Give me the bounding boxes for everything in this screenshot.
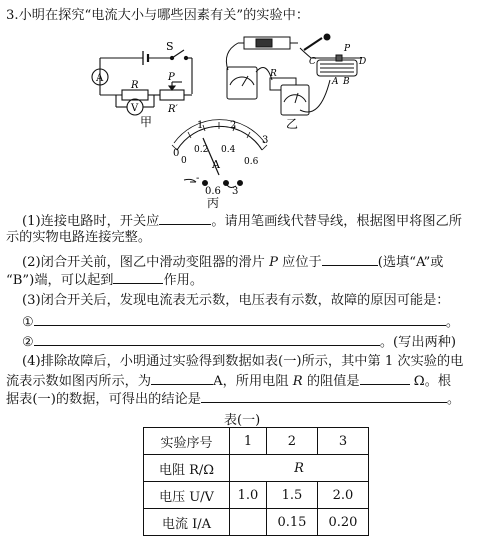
- dial-upper-2: 2: [230, 120, 237, 131]
- part-1-text-a: (1)连接电路时，开关应: [22, 214, 160, 229]
- part-1-line-2: [6, 229, 151, 246]
- ammeter-dial-bing: [172, 120, 267, 188]
- terminal-0.6: 0.6: [205, 186, 221, 197]
- yi-label-A: A: [332, 77, 339, 87]
- dial-lower-0.2: 0.2: [194, 145, 209, 155]
- part-2-text-b: 应位于: [277, 255, 322, 270]
- part-4-text-d: 的阻值是: [302, 374, 360, 389]
- part-1-text-b: 。请用笔画线代替导线，根据图甲将图乙所: [211, 214, 462, 229]
- dial-lower-0: 0: [181, 156, 187, 166]
- part-4-text-c: A，所用电阻: [213, 374, 293, 389]
- label-voltmeter-V: V: [131, 103, 139, 114]
- header-cell-3: 3: [317, 428, 368, 455]
- header-cell-2: 2: [266, 428, 317, 455]
- table-row-resistance: [144, 455, 369, 482]
- figure-area: [0, 0, 486, 210]
- part-4-line-1: [22, 353, 463, 370]
- answer-marker-2: ②: [22, 335, 34, 350]
- label-resistor-R: R: [131, 80, 139, 91]
- part-3-answer-2-row: [22, 332, 456, 351]
- part-2-text-a: (2)闭合开关前，图乙中滑动变阻器的滑片: [22, 255, 270, 270]
- table-row-voltage: [144, 482, 369, 509]
- table-header-row: [144, 428, 369, 455]
- dial-unit-A: A: [212, 158, 220, 171]
- part-2-text-d: “B”)端，可以起到: [6, 273, 114, 288]
- terminal-3: 3: [232, 186, 239, 197]
- label-slider-P: P: [168, 72, 175, 83]
- part-4-text-f: 据表(一)的数据，可得出的结论是: [6, 392, 201, 407]
- caption-jia: 甲: [140, 115, 153, 129]
- answer-blank-2[interactable]: [322, 252, 378, 266]
- answer-blank-7[interactable]: [360, 371, 410, 385]
- voltage-cell-2: 1.5: [266, 482, 317, 509]
- yi-label-R: R: [270, 69, 277, 79]
- answer-blank-8[interactable]: [201, 389, 447, 403]
- yi-label-D: D: [359, 57, 367, 67]
- dial-upper-0: 0: [173, 148, 180, 159]
- table-row-current: [144, 509, 369, 536]
- question-text: 小明在探究“电流大小与哪些因素有关”的实验中：: [18, 8, 310, 23]
- dial-upper-1: 1: [197, 120, 204, 131]
- part-3-note: 。(写出两种): [379, 335, 457, 350]
- voltage-cell-1: 1.0: [230, 482, 267, 509]
- part-3-line-1: [22, 292, 450, 309]
- table-caption: 表(一): [224, 413, 261, 428]
- dial-lower-0.6: 0.6: [244, 157, 259, 167]
- dial-lower-0.4: 0.4: [221, 145, 236, 155]
- header-cell-label: 实验序号: [144, 428, 230, 455]
- voltage-cell-3: 2.0: [317, 482, 368, 509]
- part-2-text-e: 作用。: [163, 273, 204, 288]
- part-2-line-1: [22, 252, 443, 271]
- part-2-line-2: [6, 270, 203, 289]
- part-1-line-1: [22, 211, 462, 230]
- question-number: 3.: [6, 8, 19, 23]
- part-1-text-c: 示的实物电路连接完整。: [6, 230, 152, 245]
- answer-blank-6[interactable]: [151, 371, 213, 385]
- part-3-text-a: (3)闭合开关后，发现电流表无示数，电压表有示数，故障的原因可能是：: [22, 293, 450, 308]
- answer-blank-1[interactable]: [159, 211, 211, 225]
- resistance-merged-cell: R: [230, 455, 369, 482]
- row-label-voltage: 电压 U/V: [144, 482, 230, 509]
- part-4-text-b: 流表示数如图丙所示，为: [6, 374, 152, 389]
- terminal-minus: -: [196, 173, 200, 184]
- part-4-symbol-R: R: [292, 374, 303, 389]
- current-cell-3: 0.20: [317, 509, 368, 536]
- caption-bing: 丙: [207, 196, 220, 210]
- part-4-line-3: [6, 389, 460, 408]
- part-2-symbol-P: P: [269, 255, 278, 270]
- period-2: 。: [446, 392, 461, 407]
- circuit-photo-yi: [226, 34, 362, 115]
- answer-marker-1: ①: [22, 315, 34, 330]
- part-4-text-e: Ω。根: [409, 374, 452, 389]
- part-4-text-a: (4)排除故障后，小明通过实验得到数据如表(一)所示，其中第 1 次实验的电: [22, 354, 464, 369]
- label-switch-S: S: [166, 40, 174, 53]
- part-3-answer-1-row: [22, 312, 459, 331]
- row-label-resistance: 电阻 R/Ω: [144, 455, 230, 482]
- yi-label-C: C: [309, 57, 316, 67]
- period-1: 。: [445, 315, 460, 330]
- current-cell-1[interactable]: [230, 509, 267, 536]
- answer-blank-4[interactable]: [34, 312, 446, 326]
- dial-upper-3: 3: [262, 135, 269, 146]
- label-ammeter-A: A: [96, 73, 104, 84]
- header-cell-1: 1: [230, 428, 267, 455]
- answer-blank-3[interactable]: [113, 270, 163, 284]
- row-label-current: 电流 I/A: [144, 509, 230, 536]
- yi-label-P: P: [344, 44, 351, 54]
- part-4-line-2: [6, 371, 451, 390]
- data-table: [143, 427, 369, 536]
- caption-yi: 乙: [286, 117, 299, 131]
- part-2-text-c: (选填“A”或: [377, 255, 444, 270]
- answer-blank-5[interactable]: [34, 332, 380, 346]
- yi-label-B: B: [343, 77, 350, 87]
- current-cell-2: 0.15: [266, 509, 317, 536]
- label-rheostat: R′: [168, 104, 178, 115]
